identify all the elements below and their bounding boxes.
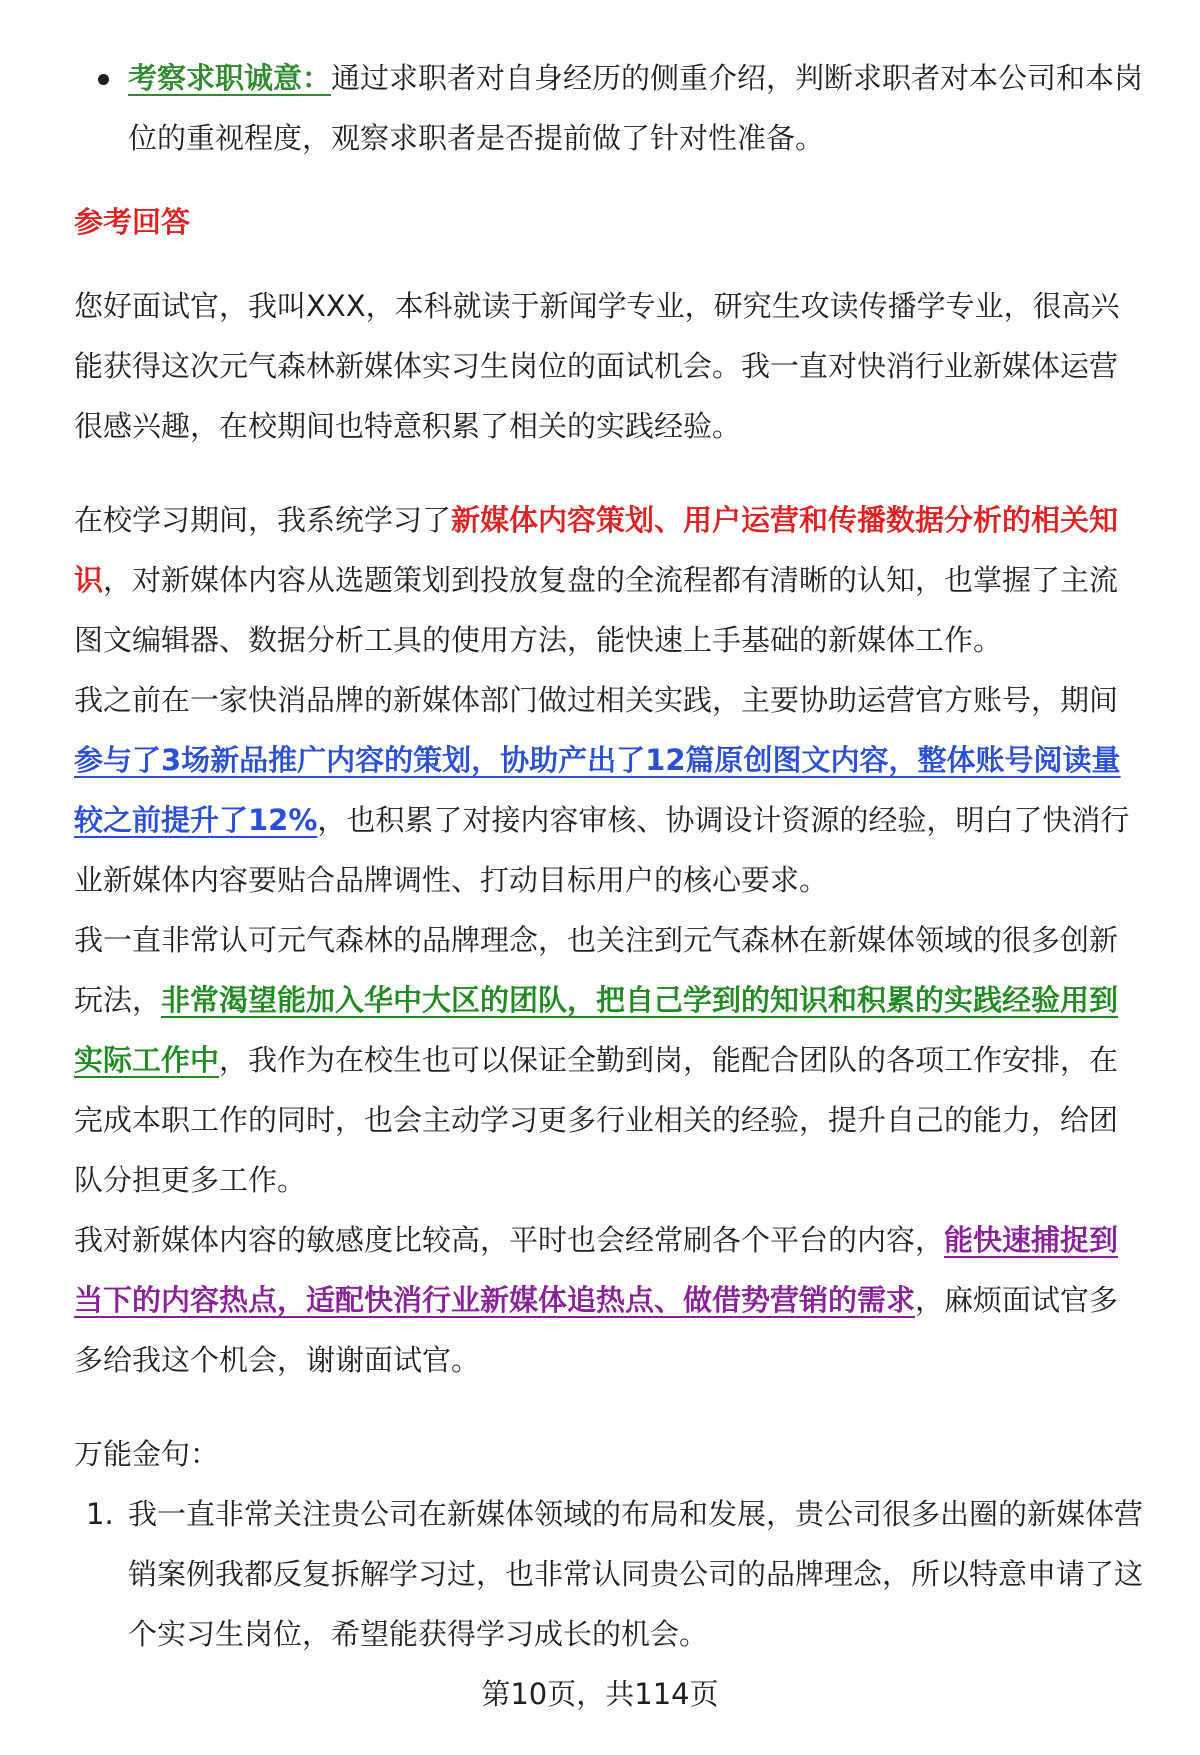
list-item-number: 1. <box>86 1497 114 1531</box>
paragraph-motivation <box>74 910 1146 1210</box>
golden-sentences-heading: 万能金句： <box>74 1437 220 1471</box>
paragraph-motivation-before: 我一直非常认可元气森林的品牌理念，也关注到元气森林在新媒体领域的很多创新玩法， <box>74 923 1119 1017</box>
page-footer: 第10页，共114页 <box>481 1677 719 1711</box>
bullet-label: 考察求职诚意： <box>128 61 332 95</box>
document-body <box>74 48 1146 1664</box>
paragraph-study <box>74 490 1146 670</box>
paragraph-experience <box>74 670 1146 910</box>
paragraph-closing <box>74 1210 1146 1390</box>
paragraph-closing-after: ，麻烦面试官多多给我这个机会，谢谢面试官。 <box>74 1283 1119 1377</box>
bullet-item <box>74 48 1146 168</box>
paragraph-closing-before: 我对新媒体内容的敏感度比较高，平时也会经常刷各个平台的内容， <box>74 1223 945 1257</box>
bullet-text: 通过求职者对自身经历的侧重介绍，判断求职者对本公司和本岗位的重视程度，观察求职者是否提前做了针对性准备。 <box>128 61 1144 155</box>
paragraph-motivation-after: ，我作为在校生也可以保证全勤到岗，能配合团队的各项工作安排，在完成本职工作的同时，也会主动学习更多行业相关的经验，提升自己的能力，给团队分担更多工作。 <box>74 1043 1119 1197</box>
paragraph-motivation-highlight: 非常渴望能加入华中大区的团队，把自己学到的知识和积累的实践经验用到实际工作中 <box>74 983 1119 1077</box>
reference-heading: 参考回答 <box>74 205 191 239</box>
paragraph-study-after: ，对新媒体内容从选题策划到投放复盘的全流程都有清晰的认知，也掌握了主流图文编辑器、数据分析工具的使用方法，能快速上手基础的新媒体工作。 <box>74 563 1119 657</box>
list-item <box>74 1484 1146 1664</box>
paragraph-experience-before: 我之前在一家快消品牌的新媒体部门做过相关实践，主要协助运营官方账号，期间 <box>74 683 1119 717</box>
list-item-text: 我一直非常关注贵公司在新媒体领域的布局和发展，贵公司很多出圈的新媒体营销案例我都反复拆解学习过，也非常认同贵公司的品牌理念，所以特意申请了这个实习生岗位，希望能获得学习成长的机会。 <box>128 1497 1144 1651</box>
paragraph-experience-after: ，也积累了对接内容审核、协调设计资源的经验，明白了快消行业新媒体内容要贴合品牌调性、打动目标用户的核心要求。 <box>74 803 1130 897</box>
paragraph-closing-highlight: 能快速捕捉到当下的内容热点，适配快消行业新媒体追热点、做借势营销的需求 <box>74 1223 1119 1317</box>
paragraph-study-highlight: 新媒体内容策划、用户运营和传播数据分析的相关知识 <box>74 503 1119 597</box>
paragraph-intro: 您好面试官，我叫XXX，本科就读于新闻学专业，研究生攻读传播学专业，很高兴能获得这次元气森林新媒体实习生岗位的面试机会。我一直对快消行业新媒体运营很感兴趣，在校期间也特意积累了相关的实践经验。 <box>74 289 1120 443</box>
bullet-dot-icon <box>98 74 109 85</box>
paragraph-study-before: 在校学习期间，我系统学习了 <box>74 503 452 537</box>
paragraph-experience-highlight: 参与了3场新品推广内容的策划，协助产出了12篇原创图文内容，整体账号阅读量较之前提升了12% <box>74 743 1121 837</box>
